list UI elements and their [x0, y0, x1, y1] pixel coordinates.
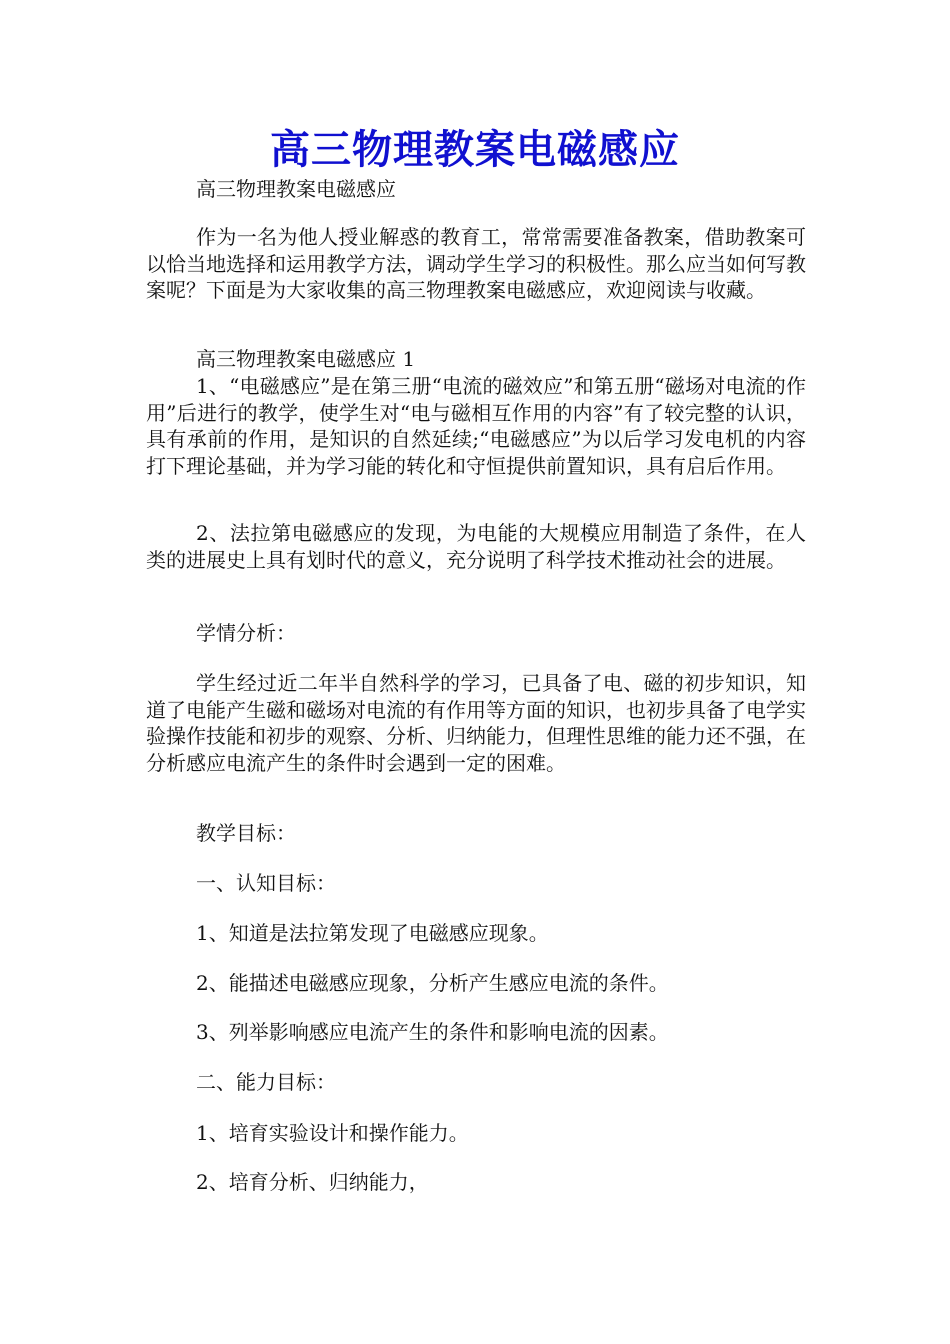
list-item-ability-2: 2、培育分析、归纳能力，: [196, 1170, 429, 1194]
list-item-ability-1: 1、培育实验设计和操作能力。: [196, 1121, 469, 1145]
paragraph-point-1: 1、“电磁感应”是在第三册“电流的磁效应”和第五册“磁场对电流的作用”后进行的教学，使学生对“电与磁相互作用的内容”有了较完整的认识，具有承前的作用，是知识的自然延续;“电磁感应”为以后学习发电机的内容打下理论基础，并为学习能的转化和守恒提供前置知识，具有启后作用。: [146, 374, 806, 478]
paragraph-learning-analysis: 学生经过近二年半自然科学的学习，已具备了电、磁的初步知识，知道了电能产生磁和磁场对电流的有作用等方面的知识，也初步具备了电学实验操作技能和初步的观察、分析、归纳能力，但理性思维的能力还不强，在分析感应电流产生的条件时会遇到一定的困难。: [146, 671, 806, 775]
document-title: 高三物理教案电磁感应: [270, 126, 680, 173]
intro-paragraph: 作为一名为他人授业解惑的教育工，常常需要准备教案，借助教案可以恰当地选择和运用教学方法，调动学生学习的积极性。那么应当如何写教案呢？下面是为大家收集的高三物理教案电磁感应，欢迎阅读与收藏。: [146, 225, 806, 302]
heading-learning-analysis: 学情分析：: [196, 621, 296, 645]
document-subtitle: 高三物理教案电磁感应: [196, 177, 396, 201]
list-item-cognitive-1: 1、知道是法拉第发现了电磁感应现象。: [196, 921, 549, 945]
section-heading-1: 高三物理教案电磁感应 1: [196, 347, 416, 371]
list-item-cognitive-3: 3、列举影响感应电流产生的条件和影响电流的因素。: [196, 1020, 669, 1044]
heading-ability-goals: 二、能力目标：: [196, 1070, 336, 1094]
list-item-cognitive-2: 2、能描述电磁感应现象，分析产生感应电流的条件。: [196, 971, 669, 995]
paragraph-point-2: 2、法拉第电磁感应的发现，为电能的大规模应用制造了条件，在人类的进展史上具有划时代的意义，充分说明了科学技术推动社会的进展。: [146, 521, 806, 572]
heading-teaching-goals: 教学目标：: [196, 821, 296, 845]
heading-cognitive-goals: 一、认知目标：: [196, 871, 336, 895]
